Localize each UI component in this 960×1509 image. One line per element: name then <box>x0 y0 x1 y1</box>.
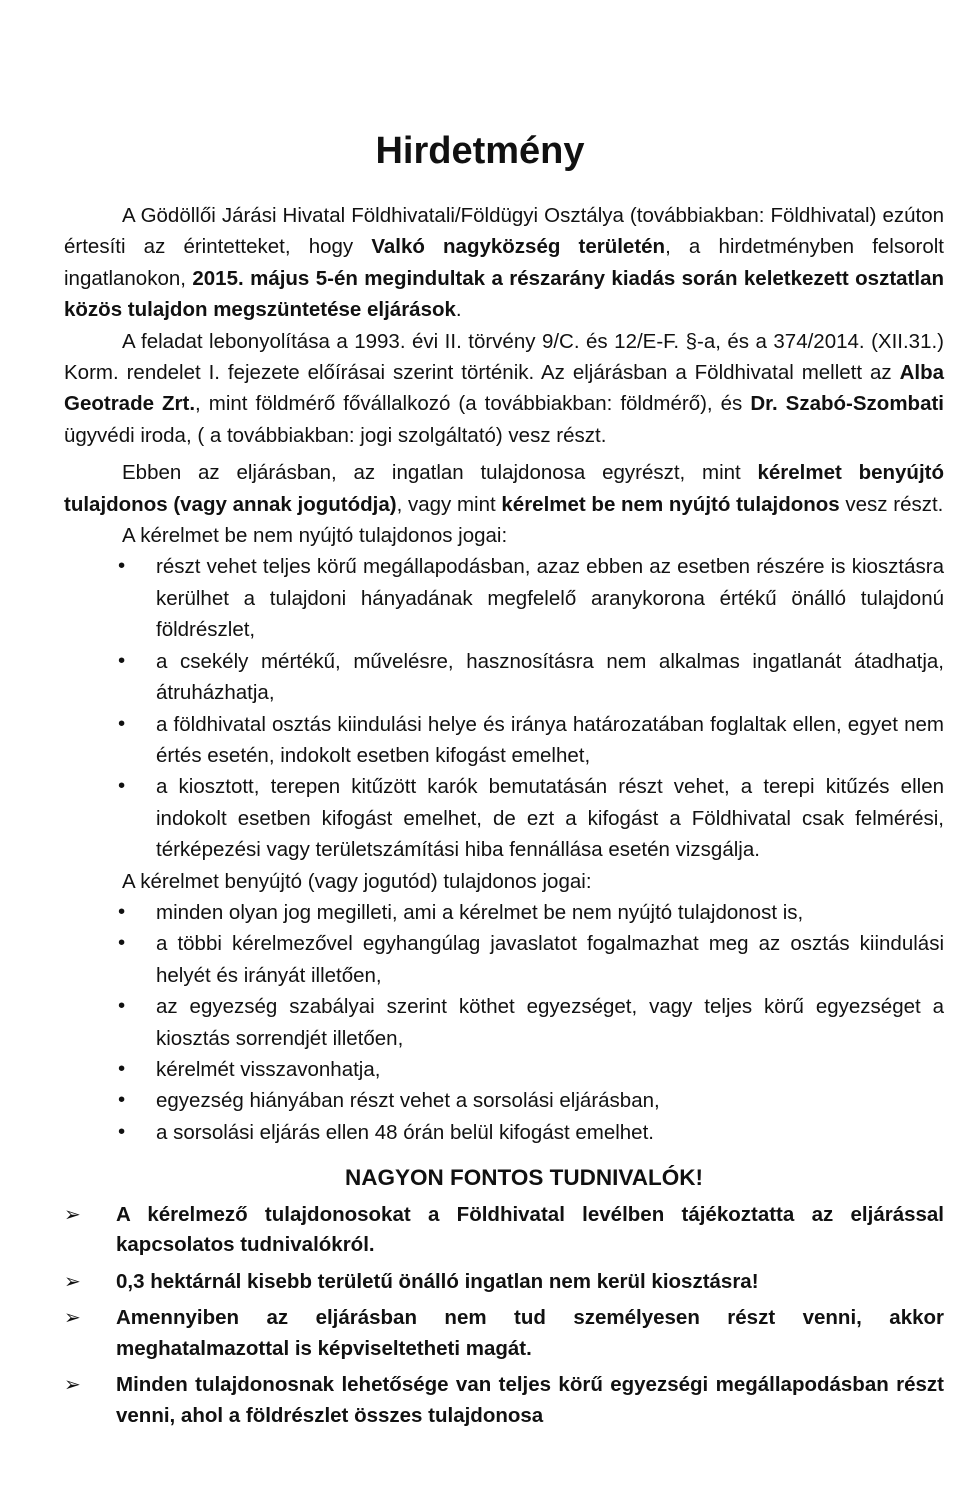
non-applicant-heading: A kérelmet be nem nyújtó tulajdonos jogai: <box>122 524 508 548</box>
list-item <box>64 1267 944 1298</box>
law-text-c: , mint földmérő fővállalkozó (a továbbiakban: földmérő), és <box>195 392 751 416</box>
list-item <box>64 1200 944 1261</box>
list-item <box>118 551 944 645</box>
list-item <box>118 646 944 709</box>
arrow-bullet-icon: ➢ <box>64 1203 81 1226</box>
arrow-bullet-icon: ➢ <box>64 1307 81 1330</box>
bullet-icon: • <box>118 1119 126 1143</box>
lawyer-name: Dr. Szabó-Szombati <box>750 392 944 416</box>
bullet-icon: • <box>118 899 126 923</box>
list-item <box>118 771 944 865</box>
surveyor-name: Alba Geotrade Zrt. <box>64 361 944 416</box>
list-item-text: Amennyiben az eljárásban nem tud személyesen részt venni, akkor meghatalmazottal is képviseltetheti magát. <box>116 1306 944 1360</box>
list-item-text: a csekély mértékű, művelésre, hasznosításra nem alkalmas ingatlanát átadhatja, átruházhatja, <box>156 649 944 705</box>
intro-location: Valkó nagyközség területén <box>371 235 666 259</box>
bullet-icon: • <box>118 648 126 672</box>
intro-procedure: 2015. május 5-én megindultak a részarány kiadás során keletkezett osztatlan közös tulajdon megszüntetése eljárások <box>64 266 944 322</box>
owner-text-e: vesz részt. <box>839 492 944 516</box>
list-item <box>118 897 944 928</box>
arrow-bullet-icon: ➢ <box>64 1270 81 1293</box>
list-item-text: a földhivatal osztás kiindulási helye és iránya határozatában foglaltak ellen, egyet nem értés esetén, indokolt esetben kifogást emelhet, <box>156 712 944 767</box>
bullet-icon: • <box>118 931 126 955</box>
bullet-icon: • <box>118 774 126 798</box>
owner-paragraph <box>64 457 944 520</box>
applicant-heading: A kérelmet benyújtó (vagy jogutód) tulajdonos jogai: <box>122 869 592 893</box>
bullet-icon: • <box>118 1088 126 1112</box>
arrow-bullet-icon: ➢ <box>64 1374 81 1397</box>
list-item <box>118 709 944 772</box>
list-item-text: minden olyan jog megilleti, ami a kérelmet be nem nyújtó tulajdonost is, <box>156 900 804 924</box>
important-heading: NAGYON FONTOS TUDNIVALÓK! <box>345 1165 703 1191</box>
list-item <box>118 1085 944 1116</box>
list-item <box>118 1054 944 1085</box>
owner-text-c: , vagy mint <box>396 492 502 516</box>
list-item-text: a kiosztott, terepen kitűzött karók bemutatásán részt vehet, a terepi kitűzés ellen indokolt esetben kifogást emelhet, de ezt a kifogást a Földhivatal csak felmérési, térképezési vagy területszámítási hiba fennállása esetén vizsgálja. <box>156 775 944 862</box>
owner-non-applicant: kérelmet be nem nyújtó tulajdonos <box>501 492 840 516</box>
list-item-text: 0,3 hektárnál kisebb területű önálló ingatlan nem kerül kiosztásra! <box>116 1269 759 1293</box>
list-item-text: a többi kérelmezővel egyhangúlag javaslatot fogalmazhat meg az osztás kiindulási helyét és irányát illetően, <box>156 932 944 987</box>
intro-text-e: . <box>455 298 462 322</box>
document-body <box>64 200 944 1437</box>
list-item <box>118 928 944 991</box>
list-item-text: a sorsolási eljárás ellen 48 órán belül kifogást emelhet. <box>156 1120 654 1144</box>
list-item-text: kérelmét visszavonhatja, <box>156 1057 381 1081</box>
bullet-icon: • <box>118 711 126 735</box>
non-applicant-rights-list <box>64 551 944 865</box>
list-item <box>64 1370 944 1431</box>
important-notes-list <box>64 1200 944 1432</box>
law-paragraph <box>64 326 944 452</box>
law-text-a: A feladat lebonyolítása a 1993. évi II. törvény 9/C. és 12/E-F. §-a, és a 374/2014. (XII.31.) Korm. rendelet I. fejezete előírásai szerint történik. Az eljárásban a Földhivatal mellett az <box>64 329 944 385</box>
list-item <box>64 1303 944 1364</box>
list-item-text: A kérelmező tulajdonosokat a Földhivatal levélben tájékoztatta az eljárással kapcsolatos tudnivalókról. <box>116 1202 944 1257</box>
owner-applicant: kérelmet benyújtó tulajdonos (vagy annak jogutódja) <box>64 461 944 516</box>
page-title: Hirdetmény <box>375 130 585 172</box>
list-item <box>118 991 944 1054</box>
list-item-text: Minden tulajdonosnak lehetősége van teljes körű egyezségi megállapodásban részt venni, ahol a földrészlet összes tulajdonosa <box>116 1373 944 1427</box>
list-item-text: részt vehet teljes körű megállapodásban, azaz ebben az esetben részére is kiosztásra kerülhet a tulajdoni hányadának megfelelő aranykorona értékű önálló tulajdonú földrészlet, <box>156 555 944 642</box>
list-item-text: az egyezség szabályai szerint köthet egyezséget, vagy teljes körű egyezséget a kiosztás sorrendjét illetően, <box>156 995 944 1050</box>
intro-text-c: , a hirdetményben felsorolt ingatlanokon, <box>64 235 944 290</box>
list-item-text: egyezség hiányában részt vehet a sorsolási eljárásban, <box>156 1089 660 1113</box>
law-text-e: ügyvédi iroda, ( a továbbiakban: jogi szolgáltató) vesz részt. <box>64 423 607 447</box>
bullet-icon: • <box>118 1056 126 1080</box>
applicant-rights-list <box>64 897 944 1148</box>
list-item <box>118 1117 944 1148</box>
bullet-icon: • <box>118 994 126 1018</box>
owner-text-a: Ebben az eljárásban, az ingatlan tulajdonosa egyrészt, mint <box>122 461 758 485</box>
intro-paragraph <box>64 200 944 326</box>
bullet-icon: • <box>118 554 126 578</box>
intro-text-a: A Gödöllői Járási Hivatal Földhivatali/Földügyi Osztálya (továbbiakban: Földhivatal) ezúton értesíti az érintetteket, hogy <box>64 204 944 259</box>
